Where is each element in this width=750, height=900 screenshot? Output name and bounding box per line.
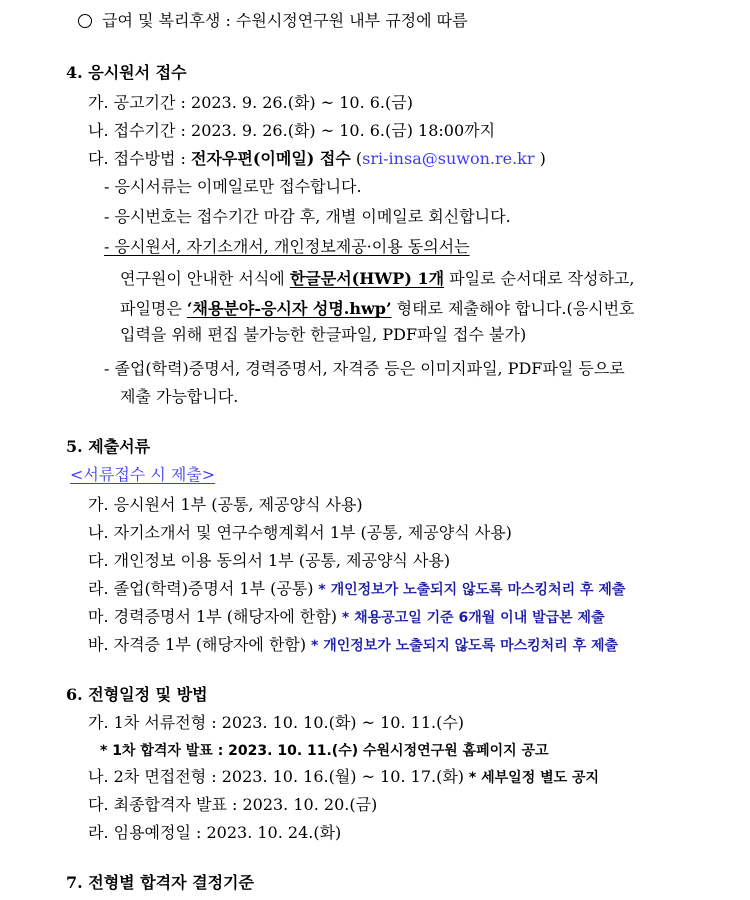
s5-item-d: 라. 졸업(학력)증명서 1부 (공통) * 개인정보가 노출되지 않도록 마스킹처리 후 제출 [88,579,626,598]
circle-bullet-icon [78,14,92,28]
s5-item-a: 가. 응시원서 1부 (공통, 제공양식 사용) [88,495,363,514]
s4-note-1: - 응시서류는 이메일로만 접수합니다. [104,177,362,196]
s5-item-f: 바. 자격증 1부 (해당자에 한함) * 개인정보가 노출되지 않도록 마스킹처리 후 제출 [88,635,619,654]
s4-note-4-line2: 제출 가능합니다. [120,387,239,406]
s6-item-d: 라. 임용예정일 : 2023. 10. 24.(화) [88,823,342,842]
s6-item-a: 가. 1차 서류전형 : 2023. 10. 10.(화) ~ 10. 11.(수) [88,713,465,732]
s4-note-3: - 응시원서, 자기소개서, 개인정보제공·이용 동의서는 [104,237,470,256]
s4-item-a: 가. 공고기간 : 2023. 9. 26.(화) ~ 10. 6.(금) [88,93,413,112]
s4-note-4: - 졸업(학력)증명서, 경력증명서, 자격증 등은 이미지파일, PDF파일 등으로 [104,359,625,378]
s4-note-3-line4: 입력을 위해 편집 불가능한 한글파일, PDF파일 접수 불가) [120,325,527,344]
s6-item-a-note: * 1차 합격자 발표 : 2023. 10. 11.(수) 수원시정연구원 홈페이지 공고 [100,743,549,759]
intro-line: 급여 및 복리후생 : 수원시정연구원 내부 규정에 따름 [78,10,468,32]
section-7-title: 7. 전형별 합격자 결정기준 [66,873,254,892]
s5-item-e: 마. 경력증명서 1부 (해당자에 한함) * 채용공고일 기준 6개월 이내 발급본 제출 [88,607,605,626]
s4-note-2: - 응시번호는 접수기간 마감 후, 개별 이메일로 회신합니다. [104,207,511,226]
s4-item-b: 나. 접수기간 : 2023. 9. 26.(화) ~ 10. 6.(금) 18:00까지 [88,121,496,140]
section-5-title: 5. 제출서류 [66,437,151,456]
s5-subtitle: <서류접수 시 제출> [70,465,216,484]
section-6-title: 6. 전형일정 및 방법 [66,685,208,704]
s6-item-b: 나. 2차 면접전형 : 2023. 10. 16.(월) ~ 10. 17.(화) * 세부일정 별도 공지 [88,767,600,786]
s4-item-c: 다. 접수방법 : 전자우편(이메일) 접수 (sri-insa@suwon.re.kr ) [88,149,546,168]
section-4-title: 4. 응시원서 접수 [66,63,187,82]
s5-item-b: 나. 자기소개서 및 연구수행계획서 1부 (공통, 제공양식 사용) [88,523,512,542]
email-link[interactable]: sri-insa@suwon.re.kr [362,149,535,168]
s4-note-3-line3: 파일명은 ‘채용분야-응시자 성명.hwp’ 형태로 제출해야 합니다.(응시번호 [120,299,635,318]
s6-item-c: 다. 최종합격자 발표 : 2023. 10. 20.(금) [88,795,378,814]
s5-item-c: 다. 개인정보 이용 동의서 1부 (공통, 제공양식 사용) [88,551,451,570]
s4-note-3-line2: 연구원이 안내한 서식에 한글문서(HWP) 1개 파일로 순서대로 작성하고, [120,269,635,288]
